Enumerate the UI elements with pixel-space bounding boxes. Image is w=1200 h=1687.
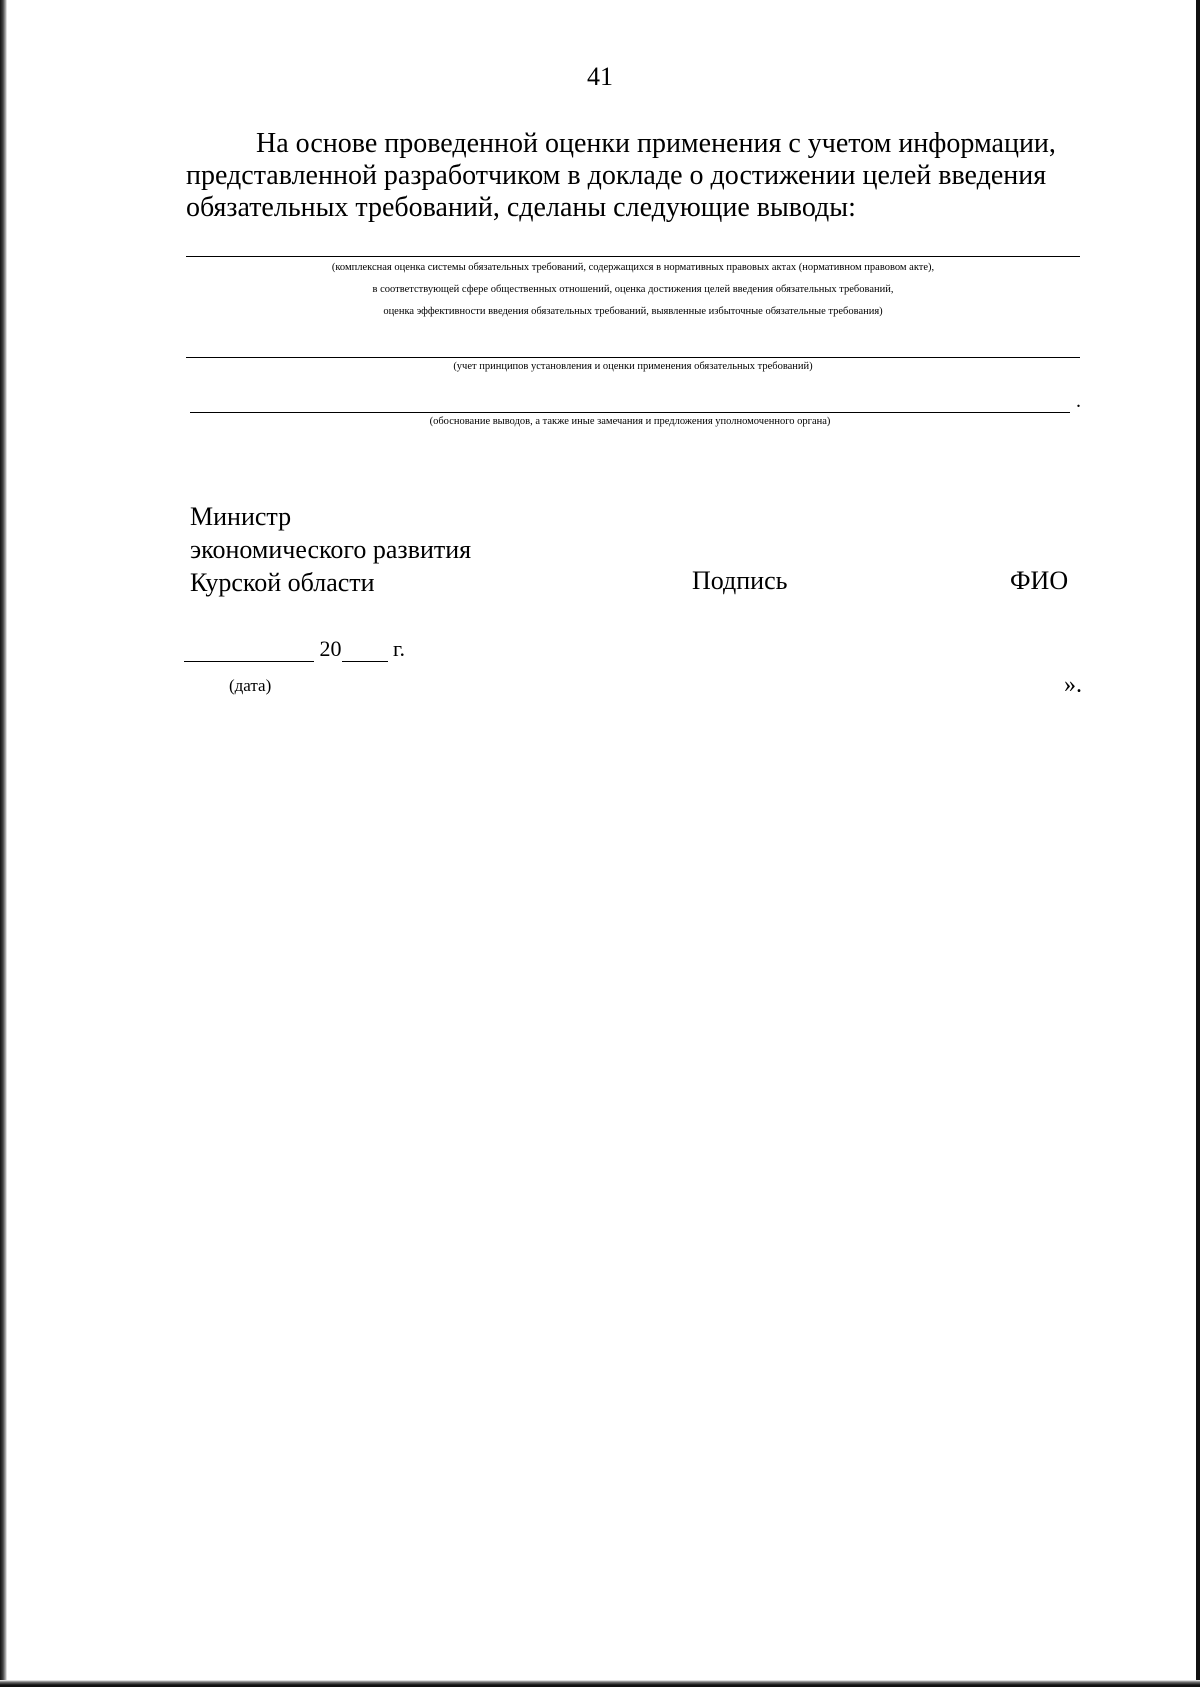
field-3-caption: (обоснование выводов, а также иные замечания и предложения уполномоченного органа) [429, 416, 831, 427]
scan-edge-bottom [0, 1680, 1200, 1687]
intro-line-1: На основе проведенной оценки применения с учетом информации, [256, 128, 1056, 159]
field-3-end-mark: . [1076, 390, 1081, 412]
name-label: ФИО [1010, 566, 1069, 595]
intro-line-3: обязательных требований, сделаны следующие выводы: [186, 192, 856, 223]
field-1-caption-2: в соответствующей сфере общественных отношений, оценка достижения целей введения обязательных требований, [372, 284, 894, 295]
position-line-3: Курской области [190, 568, 375, 597]
field-1-caption-1: (комплексная оценка системы обязательных требований, содержащихся в нормативных правовых актах (нормативном правовом акте), [331, 262, 935, 273]
page-number: 41 [587, 62, 613, 91]
field-2-caption: (учет принципов установления и оценки применения обязательных требований) [453, 361, 813, 372]
intro-paragraph [186, 128, 1086, 224]
year-prefix: 20 [319, 636, 342, 661]
intro-line-2: представленной разработчиком в докладе о достижении целей введения [186, 160, 1047, 191]
year-blank [342, 639, 388, 662]
date-line [184, 636, 405, 662]
position-line-1: Министр [190, 502, 292, 531]
scan-edge-right [1196, 0, 1200, 1687]
field-1-caption-3: оценка эффективности введения обязательных требований, выявленные избыточные обязательные требования) [383, 306, 883, 317]
scan-edge-left [0, 0, 7, 1687]
closing-mark: ». [1064, 672, 1082, 698]
year-suffix: г. [393, 636, 406, 661]
signature-label: Подпись [692, 566, 788, 595]
signatory-position [190, 500, 471, 599]
date-blank [184, 639, 314, 662]
date-caption: (дата) [229, 676, 272, 695]
position-line-2: экономического развития [190, 535, 472, 564]
